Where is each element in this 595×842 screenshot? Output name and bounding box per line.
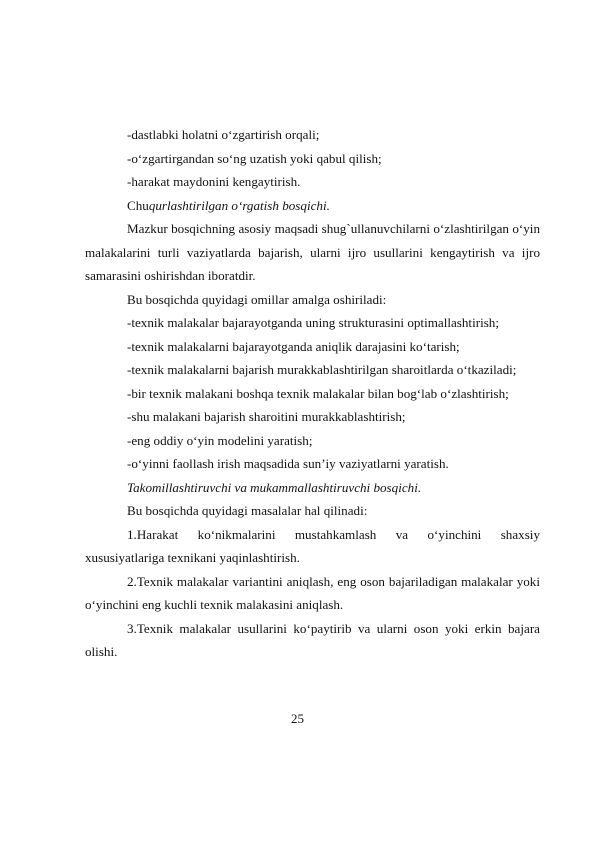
list-item: -o‘yinni faollash irish maqsadida sun’iy vaziyatlarni yaratish. — [127, 456, 449, 471]
list-item: -dastlabki holatni o‘zgartirish orqali; — [127, 127, 320, 142]
section-heading: Takomillashtiruvchi va mukammallashtiruvchi bosqichi. — [127, 479, 422, 495]
list-item: 2.Texnik malakalar variantini aniqlash, eng oson bajariladigan malakalar yoki o‘yinchini eng kuchli texnik malakasini aniqlash. — [85, 573, 540, 612]
list-item: -texnik malakalarni bajarayotganda aniqlik darajasini ko‘tarish; — [127, 338, 460, 354]
section-heading — [85, 194, 540, 218]
list-item: -texnik malakalarni bajarish murakkablashtirilgan sharoitlarda o‘tkaziladi; — [127, 362, 517, 377]
list-item: 1.Harakat ko‘nikmalarini mustahkamlash va o‘yinchini shaxsiy xususiyatlariga texnikani yaqinlashtirish. — [85, 526, 540, 565]
body-paragraph: Bu bosqichda quyidagi omillar amalga oshiriladi: — [127, 291, 387, 307]
list-item: -bir texnik malakani boshqa texnik malakalar bilan bog‘lab o‘zlashtirish; — [127, 385, 509, 401]
list-item: -harakat maydonini kengaytirish. — [127, 174, 301, 189]
body-paragraph: Bu bosqichda quyidagi masalalar hal qilinadi: — [127, 503, 368, 518]
list-item: -eng oddiy o‘yin modelini yaratish; — [127, 432, 313, 448]
section-heading-italic: qurlashtirilgan o‘rgatish bosqichi. — [148, 197, 330, 213]
list-item: -shu malakani bajarish sharoitini murakkablashtirish; — [127, 409, 406, 424]
list-item: -texnik malakalar bajarayotganda uning strukturasini optimallashtirish; — [127, 315, 499, 330]
section-heading-prefix: Chu — [127, 197, 149, 213]
list-item: -o‘zgartirgandan so‘ng uzatish yoki qabul qilish; — [127, 150, 382, 166]
list-item: 3.Texnik malakalar usullarini ko‘paytirib va ularni oson yoki erkin bajara olishi. — [85, 620, 540, 659]
page-body — [85, 123, 540, 664]
page-number: 25 — [291, 711, 304, 726]
body-paragraph: Mazkur bosqichning asosiy maqsadi shug`ullanuvchilarni o‘zlashtirilgan o‘yin malakalarini turli vaziyatlarda bajarish, ularni ijro usullarini kengaytirish va ijro samarasini oshirishdan iboratdir. — [85, 221, 540, 283]
